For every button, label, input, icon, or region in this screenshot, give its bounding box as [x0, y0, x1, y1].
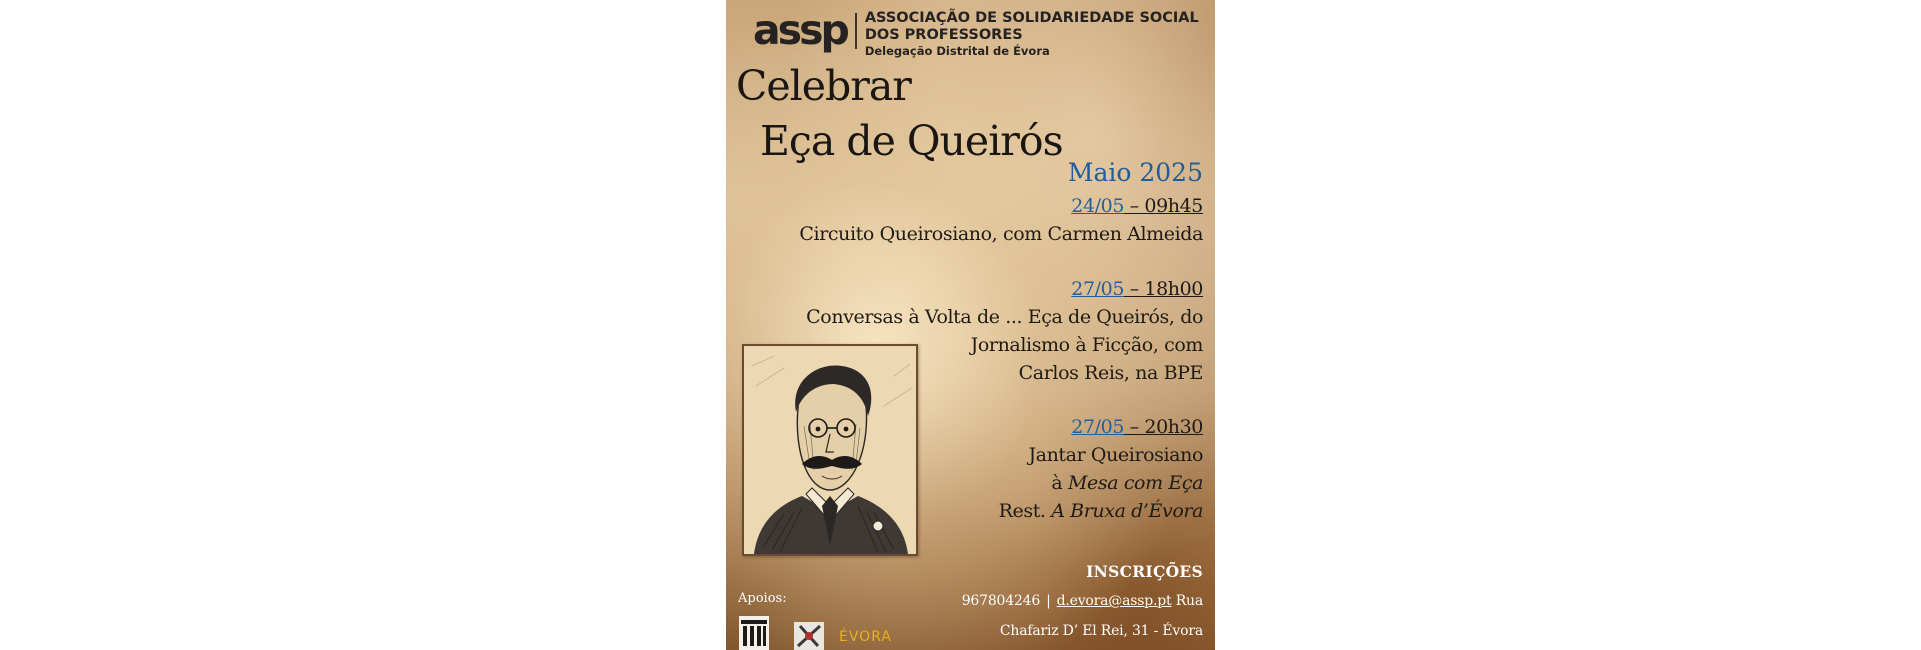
event-1 [799, 192, 1203, 248]
registration-phone: 967804246 [961, 593, 1041, 609]
title-line2: Eça de Queirós [760, 117, 1063, 165]
logo-divider [855, 13, 857, 49]
assp-logo [753, 6, 1199, 58]
title-line1: Celebrar [736, 62, 911, 110]
event-2-description-line3: Carlos Reis, na BPE [1018, 362, 1203, 384]
event-3-line3-italic: A Bruxa d’Évora [1051, 500, 1203, 522]
sponsors-label: Apoios: [738, 591, 787, 606]
event-2-description-line1: Conversas à Volta de ... Eça de Queirós, do [806, 306, 1203, 328]
event-3-when [999, 413, 1203, 441]
event-3-line2-prefix: à [1051, 472, 1068, 494]
sponsor-library-logo-icon [739, 616, 769, 650]
sponsor-municipal-logo-icon [794, 622, 824, 650]
logo-text [865, 10, 1199, 58]
event-2-date: 27/05 [1071, 278, 1125, 300]
logo-org-name-line2: DOS PROFESSORES [864, 27, 1023, 43]
event-3-line2-italic: Mesa com Eça [1068, 472, 1203, 494]
logo-mark: assp [753, 6, 847, 54]
event-1-date: 24/05 [1071, 195, 1125, 217]
event-2-when [806, 275, 1203, 303]
event-3-line3-prefix: Rest. [998, 500, 1052, 522]
event-poster [726, 0, 1215, 650]
registration-address-part2: Chafariz D’ El Rei, 31 - Évora [999, 623, 1203, 639]
event-2-time: – 18h00 [1124, 278, 1203, 300]
portrait-image [742, 344, 918, 556]
registration-separator: | [1046, 593, 1051, 609]
registration-email-link[interactable]: d.evora@assp.pt [1056, 593, 1172, 609]
event-3-description-line3 [999, 497, 1203, 525]
event-1-description: Circuito Queirosiano, com Carmen Almeida [799, 223, 1203, 245]
event-month: Maio 2025 [1067, 158, 1203, 187]
registration-title: INSCRIÇÕES [1086, 562, 1203, 581]
event-3-date: 27/05 [1071, 416, 1125, 438]
event-3 [999, 413, 1203, 525]
logo-delegation: Delegação Distrital de Évora [864, 44, 1050, 58]
event-3-description-line2 [999, 469, 1203, 497]
event-3-time: – 20h30 [1124, 416, 1203, 438]
registration-address-part1: Rua [1175, 593, 1203, 609]
event-3-description-line1: Jantar Queirosiano [1028, 444, 1203, 466]
portrait-engraving-icon [744, 346, 916, 554]
event-2-description-line2: Jornalismo à Ficção, com [970, 334, 1203, 356]
event-1-time: – 09h45 [1124, 195, 1203, 217]
event-1-when [799, 192, 1203, 220]
logo-org-name-line1: ASSOCIAÇÃO DE SOLIDARIEDADE SOCIAL [864, 10, 1199, 26]
registration-contact-line [962, 593, 1203, 609]
sponsor-evora-logo: ÉVORA [839, 629, 892, 645]
